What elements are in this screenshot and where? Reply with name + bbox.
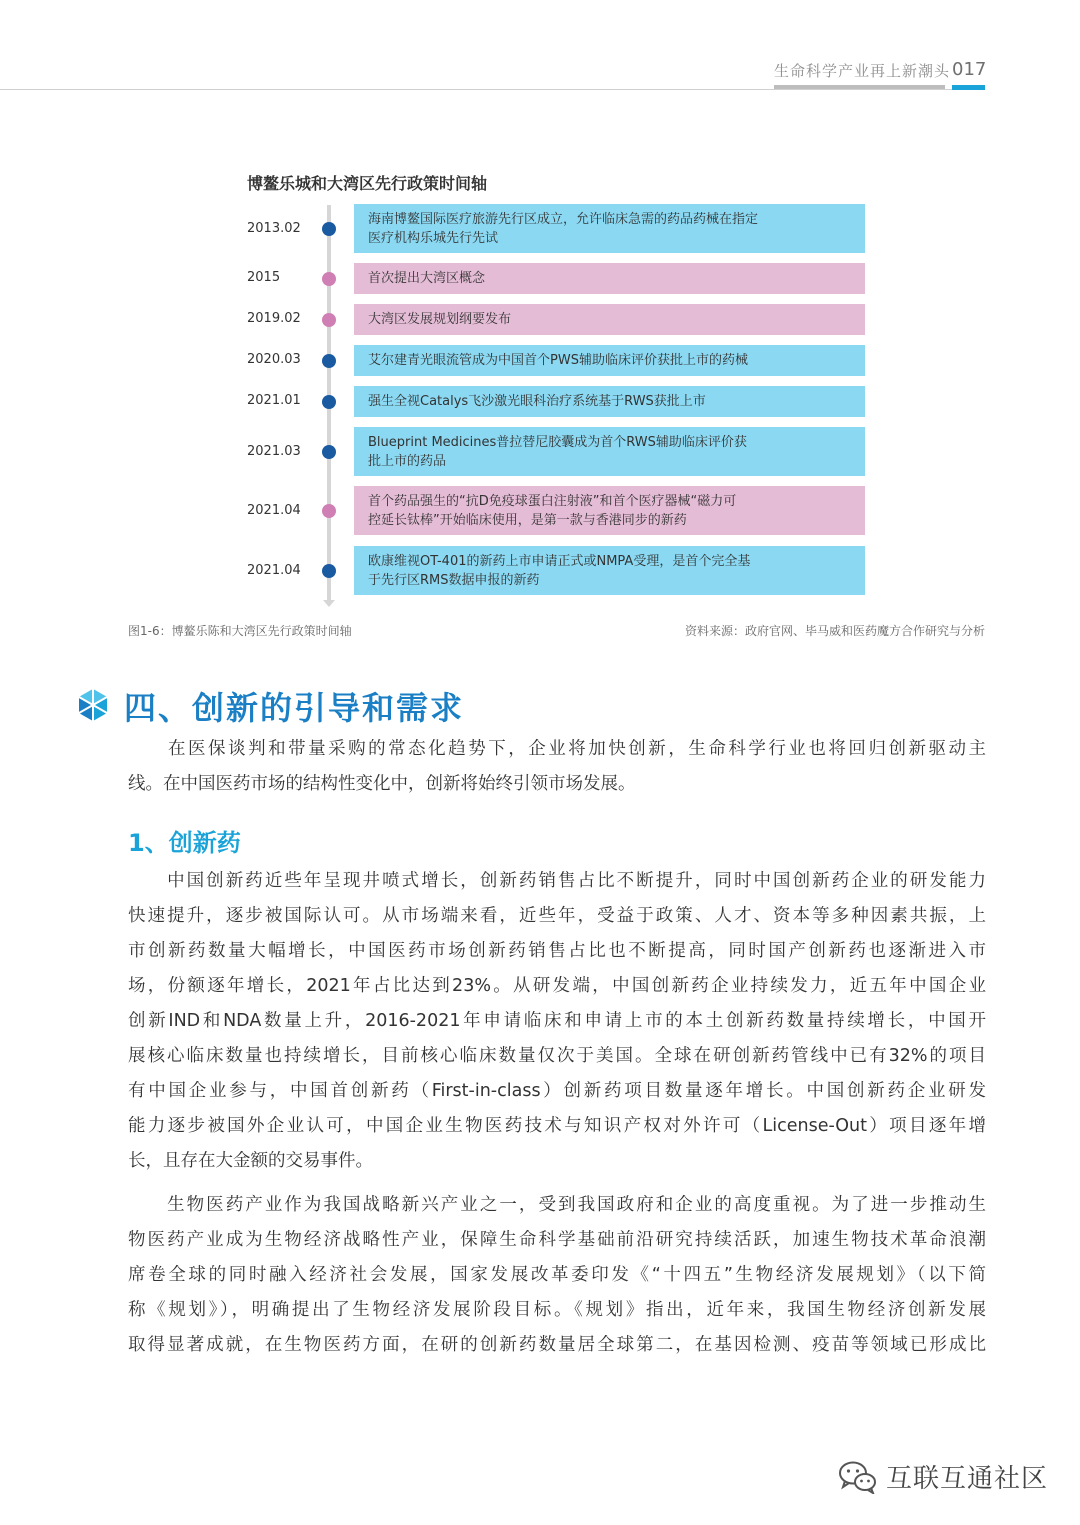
timeline-text: 海南博鳌国际医疗旅游先行区成立，允许临床急需的药品药械在指定 xyxy=(368,211,759,227)
timeline-text: 首个药品强生的“抗D免疫球蛋白注射液”和首个医疗器械“磁力可 xyxy=(368,493,737,509)
figure-source: 资料来源：政府官网、毕马威和医药魔方合作研究与分析 xyxy=(684,624,985,638)
timeline-dot xyxy=(322,445,336,459)
text-line: 取得显著成就，在生物医药方面，在研的创新药数量居全球第二，在基因检测、疫苗等领域已形成比 xyxy=(128,1335,986,1355)
timeline-dot xyxy=(322,313,336,327)
page-number: 017 xyxy=(952,59,987,80)
timeline-date: 2020.03 xyxy=(247,352,301,367)
timeline-dot xyxy=(322,354,336,368)
text-line: 快速提升，逐步被国际认可。从市场端来看，近些年，受益于政策、人才、资本等多种因素共振，上 xyxy=(128,906,986,926)
timeline-box xyxy=(354,486,865,535)
section-intro xyxy=(128,732,986,802)
header-accent-blue xyxy=(952,85,985,90)
wechat-icon xyxy=(838,1460,878,1494)
watermark xyxy=(838,1458,1048,1495)
timeline-text: 于先行区RMS数据申报的新药 xyxy=(368,572,540,588)
timeline-title: 博鳌乐城和大湾区先行政策时间轴 xyxy=(247,174,488,193)
timeline-dot xyxy=(322,395,336,409)
text-line: 物医药产业成为生物经济战略性产业，保障生命科学基础前沿研究持续活跃，加速生物技术革命浪潮 xyxy=(128,1230,986,1250)
timeline-dot xyxy=(322,272,336,286)
text-line: 线。在中国医药市场的结构性变化中，创新将始终引领市场发展。 xyxy=(128,774,636,794)
timeline-date: 2021.03 xyxy=(247,444,301,459)
timeline-date: 2021.04 xyxy=(247,563,301,578)
paragraph-biomedicine xyxy=(128,1188,986,1363)
figure-caption: 图1-6：博鳌乐陈和大湾区先行政策时间轴 xyxy=(128,624,352,638)
subsection-title: 1、创新药 xyxy=(128,829,241,857)
timeline-box xyxy=(354,204,865,253)
text-line: 展核心临床数量也持续增长，目前核心临床数量仅次于美国。全球在研创新药管线中已有32%的项目 xyxy=(128,1046,986,1066)
watermark-text: 互联互通社区 xyxy=(886,1464,1049,1494)
text-line: 能力逐步被国外企业认可，中国企业生物医药技术与知识产权对外许可（License-Out）项目逐年增 xyxy=(128,1116,986,1136)
text-line: 席卷全球的同时融入经济社会发展，国家发展改革委印发《“十四五”生物经济发展规划》（以下简 xyxy=(128,1265,986,1285)
timeline-box xyxy=(354,345,865,376)
timeline-date: 2019.02 xyxy=(247,311,301,326)
header-title: 生命科学产业再上新潮头 xyxy=(774,62,951,80)
timeline-dot xyxy=(322,504,336,518)
timeline-text: 大湾区发展规划纲要发布 xyxy=(368,312,512,327)
text-line: 场，份额逐年增长，2021年占比达到23%。从研发端，中国创新药企业持续发力，近五年中国企业 xyxy=(128,976,986,996)
timeline-date: 2015 xyxy=(247,270,281,285)
timeline-date: 2021.04 xyxy=(247,503,301,518)
paragraph-innovative-drugs xyxy=(128,864,986,1179)
hexagon-cube-icon xyxy=(76,688,110,722)
timeline-date: 2013.02 xyxy=(247,221,301,236)
timeline-text: Blueprint Medicines普拉替尼胶囊成为首个RWS辅助临床评价获 xyxy=(368,434,747,450)
header-rule xyxy=(0,89,985,90)
timeline-dot xyxy=(322,564,336,578)
text-line: 长，且存在大金额的交易事件。 xyxy=(128,1151,373,1171)
timeline-box xyxy=(354,386,865,417)
timeline-dot xyxy=(322,222,336,236)
timeline-text: 控延长钛棒”开始临床使用，是第一款与香港同步的新药 xyxy=(368,512,687,528)
timeline-text: 首次提出大湾区概念 xyxy=(368,271,486,286)
text-line: 称《规划》），明确提出了生物经济发展阶段目标。《规划》指出，近年来，我国生物经济创新发展 xyxy=(128,1300,986,1320)
header-accent-grey xyxy=(774,85,945,89)
timeline-box xyxy=(354,546,865,595)
timeline-date: 2021.01 xyxy=(247,393,301,408)
timeline-text: 强生全视Catalys飞沙激光眼科治疗系统基于RWS获批上市 xyxy=(368,394,706,409)
text-line: 生物医药产业作为我国战略新兴产业之一，受到我国政府和企业的高度重视。为了进一步推动生 xyxy=(128,1195,986,1215)
text-line: 中国创新药近些年呈现井喷式增长，创新药销售占比不断提升，同时中国创新药企业的研发能力 xyxy=(128,871,986,891)
text-line: 在医保谈判和带量采购的常态化趋势下，企业将加快创新，生命科学行业也将回归创新驱动主 xyxy=(128,739,986,759)
timeline-axis-arrow xyxy=(323,600,335,607)
text-line: 创新IND和NDA数量上升，2016-2021年申请临床和申请上市的本土创新药数量持续增长，中国开 xyxy=(128,1011,986,1031)
section-title: 四、创新的引导和需求 xyxy=(124,689,465,727)
text-line: 有中国企业参与，中国首创新药（First-in-class）创新药项目数量逐年增长。中国创新药企业研发 xyxy=(128,1081,986,1101)
timeline-text: 艾尔建青光眼流管成为中国首个PWS辅助临床评价获批上市的药械 xyxy=(368,353,748,368)
text-line: 市创新药数量大幅增长，中国医药市场创新药销售占比也不断提高，同时国产创新药也逐渐进入市 xyxy=(128,941,986,961)
timeline-text: 欧康维视OT-401的新药上市申请正式或NMPA受理，是首个完全基 xyxy=(368,553,751,569)
timeline-box xyxy=(354,263,865,294)
timeline-box xyxy=(354,427,865,476)
timeline-box xyxy=(354,304,865,335)
timeline-text: 医疗机构乐城先行先试 xyxy=(368,230,499,246)
timeline-text: 批上市的药品 xyxy=(368,453,447,469)
